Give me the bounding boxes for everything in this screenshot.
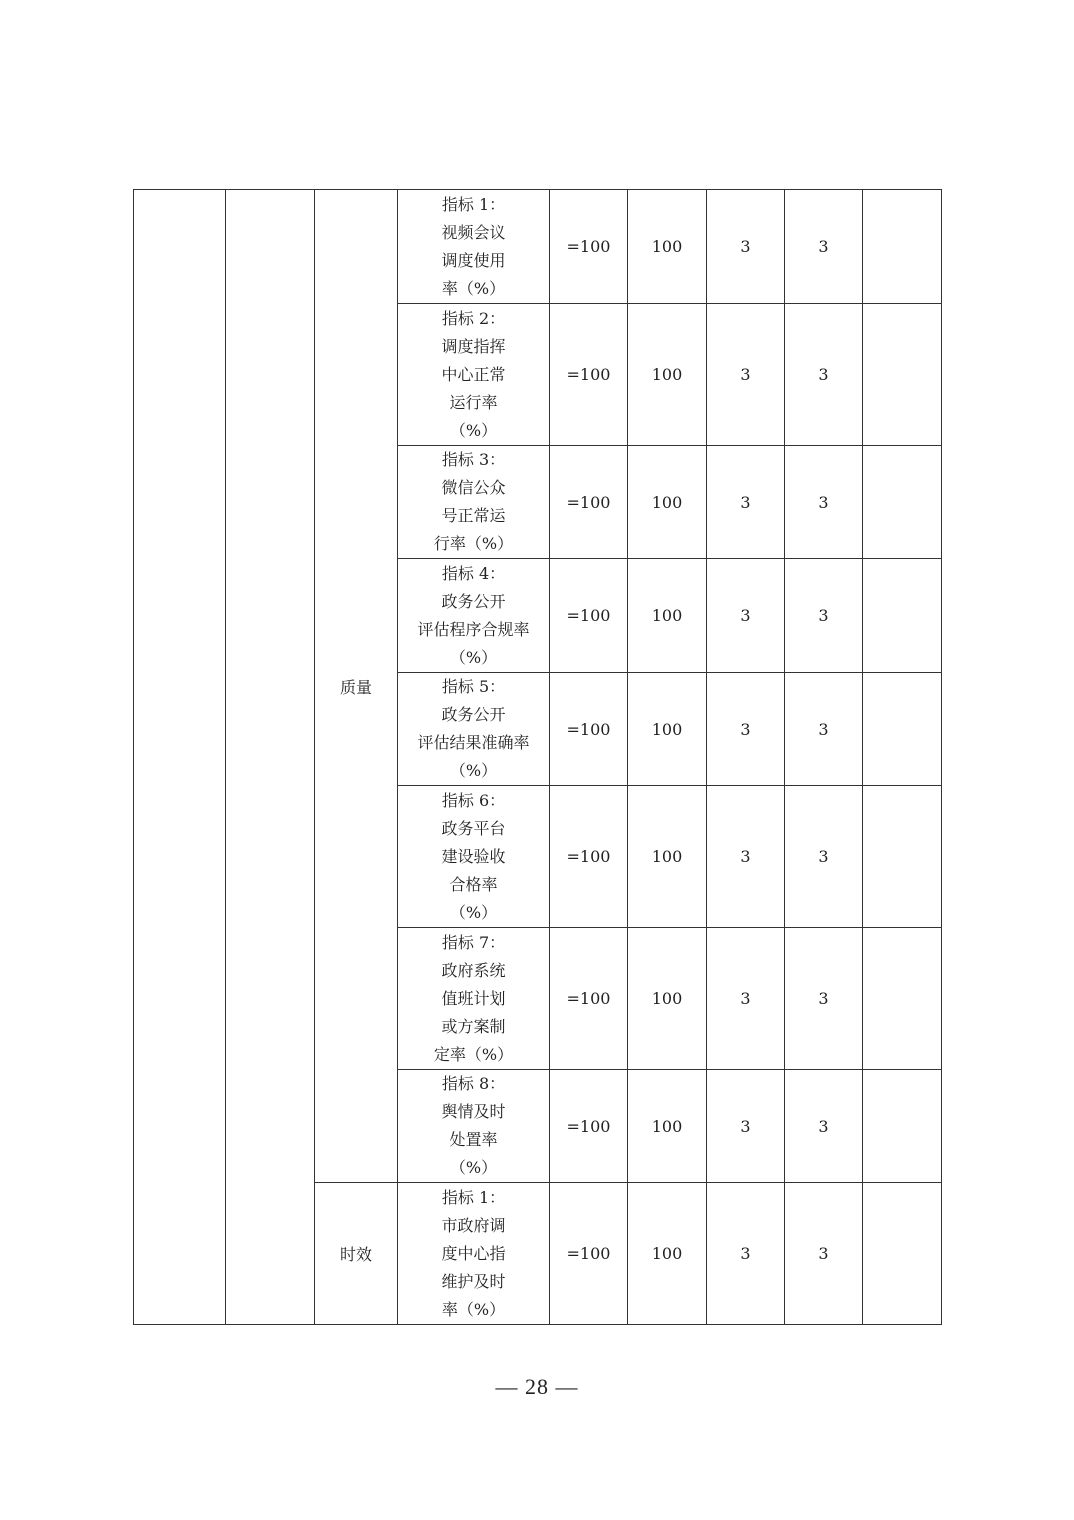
first-level-indicator-cell [134, 190, 226, 1325]
weight-value: 3 [707, 190, 785, 304]
target-value: =100 [550, 304, 628, 446]
indicator-line: 政务公开 [441, 591, 506, 611]
indicator-line: 指标 6： [441, 790, 506, 810]
target-value: =100 [550, 1183, 628, 1325]
note-cell [863, 190, 942, 304]
actual-value: 100 [628, 786, 707, 928]
indicator-line: 指标 4： [441, 563, 506, 583]
indicator-line: （%） [449, 647, 498, 667]
indicator-line: 率（%） [441, 1299, 506, 1319]
indicator-cell [398, 673, 550, 786]
note-cell [863, 304, 942, 446]
indicator-line: 评估程序合规率 [417, 619, 530, 639]
score-value: 3 [785, 786, 863, 928]
note-cell [863, 786, 942, 928]
category-timeliness: 时效 [315, 1183, 398, 1325]
actual-value: 100 [628, 1183, 707, 1325]
indicator-line: 市政府调 [441, 1215, 506, 1235]
indicator-line: 政务平台 [441, 818, 506, 838]
actual-value: 100 [628, 928, 707, 1070]
weight-value: 3 [707, 304, 785, 446]
indicator-line: （%） [449, 902, 498, 922]
note-cell [863, 446, 942, 559]
indicator-line: 视频会议 [441, 222, 506, 242]
indicator-line: 指标 3： [441, 450, 506, 469]
weight-value: 3 [707, 446, 785, 559]
score-value: 3 [785, 673, 863, 786]
indicator-line: 指标 1： [441, 1187, 506, 1207]
actual-value: 100 [628, 190, 707, 304]
indicator-line: 合格率 [449, 874, 498, 894]
indicator-line: 政府系统 [441, 960, 506, 980]
performance-table [133, 189, 942, 1325]
target-value: =100 [550, 446, 628, 559]
score-value: 3 [785, 190, 863, 304]
target-value: =100 [550, 928, 628, 1070]
page-number: — 28 — [495, 1374, 579, 1399]
indicator-line: 中心正常 [441, 364, 506, 384]
indicator-line: 或方案制 [441, 1016, 506, 1036]
table-row [134, 190, 942, 304]
note-cell [863, 1183, 942, 1325]
indicator-line: 评估结果准确率 [417, 733, 530, 752]
score-value: 3 [785, 304, 863, 446]
indicator-cell [398, 1070, 550, 1183]
indicator-line: 建设验收 [441, 846, 506, 866]
indicator-cell [398, 1183, 550, 1325]
indicator-line: 指标 8： [441, 1074, 506, 1093]
indicator-line: 行率（%） [433, 534, 514, 553]
indicator-cell [398, 786, 550, 928]
indicator-line: 指标 5： [441, 677, 506, 696]
weight-value: 3 [707, 1183, 785, 1325]
indicator-line: （%） [449, 761, 498, 780]
indicator-cell [398, 928, 550, 1070]
indicator-line: 维护及时 [441, 1271, 506, 1291]
indicator-line: 号正常运 [441, 506, 506, 525]
indicator-cell [398, 446, 550, 559]
score-value: 3 [785, 1070, 863, 1183]
actual-value: 100 [628, 559, 707, 673]
indicator-cell [398, 304, 550, 446]
indicator-line: 运行率 [449, 392, 498, 412]
indicator-line: 处置率 [449, 1130, 498, 1149]
score-value: 3 [785, 928, 863, 1070]
indicator-line: 调度指挥 [441, 336, 506, 356]
score-value: 3 [785, 446, 863, 559]
weight-value: 3 [707, 673, 785, 786]
target-value: =100 [550, 1070, 628, 1183]
indicator-line: 指标 2： [441, 308, 506, 328]
indicator-line: 调度使用 [441, 250, 506, 270]
target-value: =100 [550, 786, 628, 928]
indicator-line: （%） [449, 420, 498, 440]
indicator-line: 率（%） [441, 278, 506, 298]
weight-value: 3 [707, 786, 785, 928]
indicator-line: 定率（%） [433, 1044, 514, 1064]
note-cell [863, 1070, 942, 1183]
target-value: =100 [550, 190, 628, 304]
note-cell [863, 559, 942, 673]
indicator-line: 指标 7： [441, 932, 506, 952]
note-cell [863, 673, 942, 786]
category-quality: 质量 [315, 190, 398, 1183]
actual-value: 100 [628, 304, 707, 446]
indicator-line: 微信公众 [441, 478, 506, 497]
second-level-indicator-cell [226, 190, 315, 1325]
indicator-line: 舆情及时 [441, 1102, 506, 1121]
indicator-line: （%） [449, 1158, 498, 1177]
indicator-cell [398, 190, 550, 304]
score-value: 3 [785, 1183, 863, 1325]
actual-value: 100 [628, 446, 707, 559]
indicator-cell [398, 559, 550, 673]
actual-value: 100 [628, 673, 707, 786]
target-value: =100 [550, 559, 628, 673]
actual-value: 100 [628, 1070, 707, 1183]
weight-value: 3 [707, 559, 785, 673]
indicator-line: 政务公开 [441, 705, 506, 724]
score-value: 3 [785, 559, 863, 673]
indicator-line: 指标 1： [441, 194, 506, 214]
target-value: =100 [550, 673, 628, 786]
note-cell [863, 928, 942, 1070]
indicator-line: 值班计划 [441, 988, 506, 1008]
indicator-line: 度中心指 [441, 1243, 506, 1263]
weight-value: 3 [707, 928, 785, 1070]
weight-value: 3 [707, 1070, 785, 1183]
